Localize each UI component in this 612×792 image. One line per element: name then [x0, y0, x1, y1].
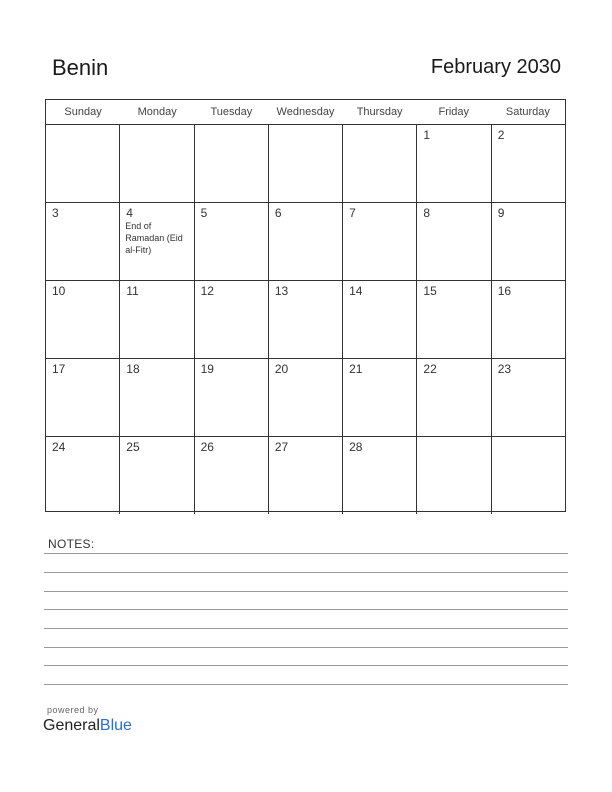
- day-cell: [343, 359, 417, 436]
- day-number: 7: [349, 206, 356, 220]
- day-cell: [269, 359, 343, 436]
- weekday-header: Saturday: [505, 106, 550, 118]
- day-number: 17: [52, 362, 66, 376]
- day-number: 3: [52, 206, 59, 220]
- day-number: 1: [423, 128, 431, 142]
- day-cell: [195, 437, 269, 514]
- weekday-header: Thursday: [356, 106, 403, 118]
- day-number: 11: [126, 284, 139, 298]
- day-number: 2: [497, 128, 505, 142]
- weekday-header: Friday: [438, 106, 470, 118]
- week-row: [46, 281, 565, 359]
- week-row: [46, 359, 565, 437]
- day-number: 18: [126, 362, 140, 376]
- day-number: 22: [423, 362, 437, 376]
- note-line: [44, 647, 568, 648]
- day-cell: [120, 203, 194, 280]
- month-year-title: February 2030: [430, 56, 561, 78]
- day-number: 14: [349, 284, 363, 298]
- day-cell: [269, 437, 343, 514]
- day-cell: [269, 203, 343, 280]
- day-number: 13: [274, 284, 289, 298]
- note-line: [44, 665, 568, 666]
- day-cell: [492, 359, 565, 436]
- note-line: [44, 553, 568, 554]
- day-number: 25: [126, 440, 140, 454]
- day-cell: [417, 281, 491, 358]
- note-line: [44, 684, 568, 685]
- week-row: [46, 125, 565, 203]
- day-cell: [343, 437, 417, 514]
- day-cell: [46, 125, 120, 202]
- weekday-header: Wednesday: [276, 106, 335, 118]
- note-line: [44, 572, 568, 573]
- day-number: 4: [126, 206, 133, 220]
- day-number: 15: [423, 284, 437, 298]
- day-number: 16: [497, 284, 512, 298]
- day-number: 10: [52, 284, 66, 298]
- day-cell: [269, 281, 343, 358]
- day-cell: [492, 203, 565, 280]
- brand-blue: Blue: [99, 717, 132, 734]
- weekday-header: Sunday: [64, 106, 102, 118]
- day-cell: [46, 437, 120, 514]
- day-number: 19: [200, 362, 214, 376]
- day-cell: [120, 437, 194, 514]
- day-cell: [492, 281, 565, 358]
- day-cell: [492, 437, 565, 514]
- day-cell: [46, 203, 120, 280]
- day-cell: [195, 203, 269, 280]
- day-number: 21: [349, 362, 363, 376]
- generalblue-logo[interactable]: [43, 717, 132, 735]
- day-cell: [120, 359, 194, 436]
- week-row: [46, 203, 565, 281]
- day-cell: [343, 281, 417, 358]
- day-cell: [492, 125, 565, 202]
- week-row: [46, 437, 565, 514]
- day-number: 20: [274, 362, 289, 376]
- day-number: 9: [497, 206, 505, 220]
- day-cell: [46, 359, 120, 436]
- country-title: Benin: [52, 55, 109, 80]
- day-cell: [195, 359, 269, 436]
- day-cell: [46, 281, 120, 358]
- day-number: 8: [423, 206, 431, 220]
- day-cell: [417, 125, 491, 202]
- day-cell: [417, 359, 491, 436]
- calendar-grid: [45, 99, 566, 512]
- day-cell: [417, 203, 491, 280]
- note-line: [44, 628, 568, 629]
- day-number: 5: [200, 206, 208, 220]
- day-number: 26: [200, 440, 214, 454]
- day-number: 23: [497, 362, 512, 376]
- day-number: 6: [274, 206, 282, 220]
- day-cell: [195, 281, 269, 358]
- weekday-header: Monday: [137, 106, 177, 118]
- day-number: 27: [274, 440, 289, 454]
- powered-by-text: powered by: [47, 705, 99, 715]
- day-cell: [343, 203, 417, 280]
- note-line: [44, 609, 568, 610]
- brand-general: General: [43, 717, 100, 734]
- note-line: [44, 591, 568, 592]
- day-number: 28: [349, 440, 363, 454]
- day-number: 24: [52, 440, 66, 454]
- weekday-header: Tuesday: [210, 106, 253, 118]
- weekday-header-row: [46, 100, 565, 125]
- day-cell: [269, 125, 343, 202]
- day-cell: [343, 125, 417, 202]
- day-cell: [195, 125, 269, 202]
- holiday-label: End of Ramadan (Eid al-Fitr): [125, 221, 183, 255]
- day-number: 12: [200, 284, 214, 298]
- day-cell: [417, 437, 491, 514]
- day-cell: [120, 125, 194, 202]
- notes-label: NOTES:: [48, 537, 95, 551]
- day-cell: [120, 281, 194, 358]
